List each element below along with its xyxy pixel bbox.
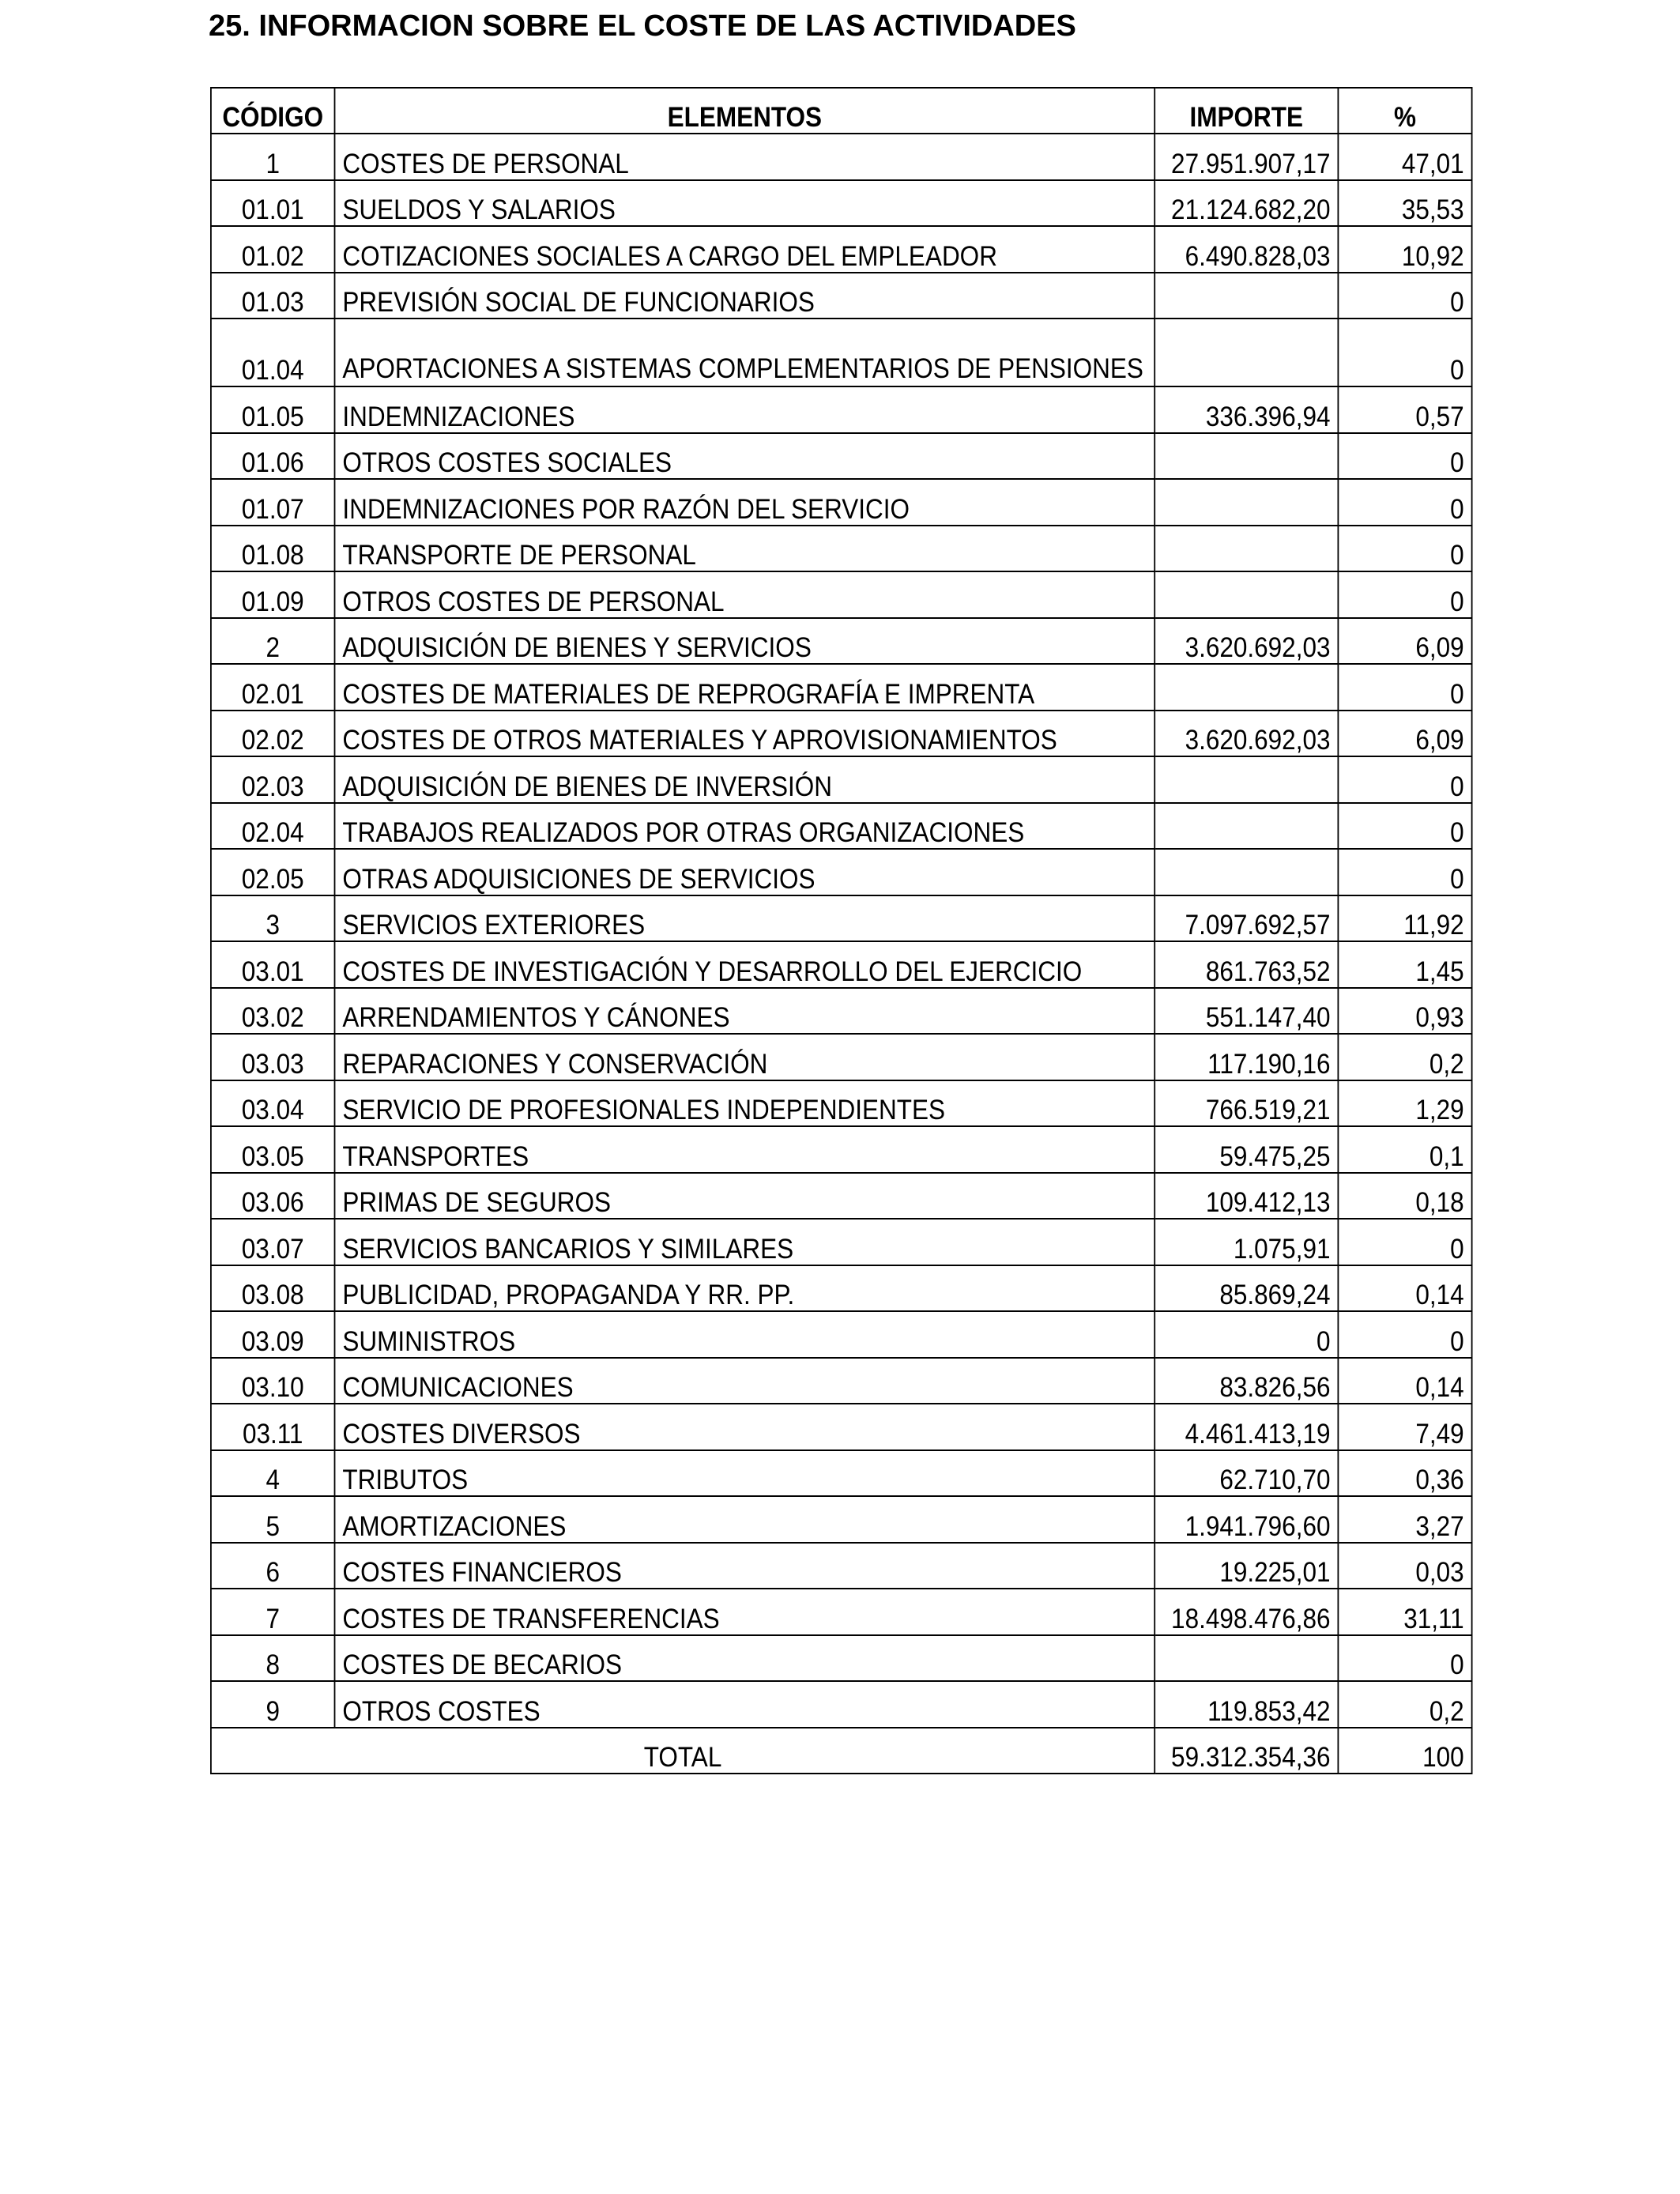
row-code: 8 xyxy=(211,1635,335,1682)
row-amount xyxy=(1155,571,1338,618)
column-header-percent: % xyxy=(1338,88,1471,134)
row-percent: 7,49 xyxy=(1338,1404,1471,1450)
row-amount xyxy=(1155,433,1338,480)
table-row xyxy=(211,988,1472,1035)
row-percent: 31,11 xyxy=(1338,1589,1471,1635)
row-code: 03.10 xyxy=(211,1358,335,1404)
row-percent: 0,03 xyxy=(1338,1543,1471,1589)
row-amount: 861.763,52 xyxy=(1155,941,1338,988)
table-row xyxy=(211,1126,1472,1173)
row-element: TRABAJOS REALIZADOS POR OTRAS ORGANIZACIONES xyxy=(335,803,1155,850)
row-amount: 551.147,40 xyxy=(1155,988,1338,1035)
table-row xyxy=(211,134,1472,180)
row-percent: 0 xyxy=(1338,526,1471,572)
row-code: 01.05 xyxy=(211,386,335,433)
row-code: 01.02 xyxy=(211,226,335,273)
row-element: REPARACIONES Y CONSERVACIÓN xyxy=(335,1034,1155,1080)
row-element: OTROS COSTES xyxy=(335,1681,1155,1728)
table-row xyxy=(211,479,1472,526)
table-row xyxy=(211,618,1472,665)
row-element: COSTES DE BECARIOS xyxy=(335,1635,1155,1682)
table-row xyxy=(211,433,1472,480)
row-amount: 117.190,16 xyxy=(1155,1034,1338,1080)
row-code: 01.03 xyxy=(211,273,335,319)
row-code: 9 xyxy=(211,1681,335,1728)
row-amount: 18.498.476,86 xyxy=(1155,1589,1338,1635)
table-row xyxy=(211,803,1472,850)
column-header-elements: ELEMENTOS xyxy=(335,88,1155,134)
row-code: 01.06 xyxy=(211,433,335,480)
row-element: TRANSPORTES xyxy=(335,1126,1155,1173)
total-row xyxy=(211,1728,1472,1774)
table-row xyxy=(211,1173,1472,1220)
row-amount: 1.075,91 xyxy=(1155,1219,1338,1265)
row-percent: 0 xyxy=(1338,1219,1471,1265)
row-element: ARRENDAMIENTOS Y CÁNONES xyxy=(335,988,1155,1035)
row-percent: 0 xyxy=(1338,664,1471,711)
row-code: 01.01 xyxy=(211,180,335,227)
row-code: 02.02 xyxy=(211,711,335,757)
row-element: ADQUISICIÓN DE BIENES DE INVERSIÓN xyxy=(335,756,1155,803)
row-code: 7 xyxy=(211,1589,335,1635)
row-percent: 10,92 xyxy=(1338,226,1471,273)
table-row xyxy=(211,180,1472,227)
table-row xyxy=(211,226,1472,273)
page-title: 25. INFORMACION SOBRE EL COSTE DE LAS ACTIVIDADES xyxy=(209,9,1076,43)
row-amount: 27.951.907,17 xyxy=(1155,134,1338,180)
row-code: 01.07 xyxy=(211,479,335,526)
row-percent: 0,57 xyxy=(1338,386,1471,433)
row-code: 02.03 xyxy=(211,756,335,803)
row-percent: 0 xyxy=(1338,756,1471,803)
row-amount xyxy=(1155,803,1338,850)
row-percent: 0,18 xyxy=(1338,1173,1471,1220)
row-amount: 6.490.828,03 xyxy=(1155,226,1338,273)
row-element: OTRAS ADQUISICIONES DE SERVICIOS xyxy=(335,849,1155,895)
table-row xyxy=(211,664,1472,711)
row-amount: 4.461.413,19 xyxy=(1155,1404,1338,1450)
row-percent: 0 xyxy=(1338,1311,1471,1358)
row-percent: 0 xyxy=(1338,433,1471,480)
row-element: APORTACIONES A SISTEMAS COMPLEMENTARIOS DE PENSIONES xyxy=(335,319,1155,386)
row-percent: 0,2 xyxy=(1338,1681,1471,1728)
row-element: COSTES DE TRANSFERENCIAS xyxy=(335,1589,1155,1635)
row-element: PRIMAS DE SEGUROS xyxy=(335,1173,1155,1220)
row-percent: 3,27 xyxy=(1338,1496,1471,1543)
row-code: 4 xyxy=(211,1450,335,1497)
row-amount: 119.853,42 xyxy=(1155,1681,1338,1728)
row-code: 03.08 xyxy=(211,1265,335,1312)
row-percent: 6,09 xyxy=(1338,618,1471,665)
row-code: 2 xyxy=(211,618,335,665)
row-percent: 11,92 xyxy=(1338,895,1471,942)
total-label: TOTAL xyxy=(211,1728,1155,1774)
table-row xyxy=(211,1589,1472,1635)
row-code: 01.08 xyxy=(211,526,335,572)
row-code: 02.01 xyxy=(211,664,335,711)
table-row xyxy=(211,273,1472,319)
table-row xyxy=(211,526,1472,572)
table-row xyxy=(211,1080,1472,1127)
row-code: 03.11 xyxy=(211,1404,335,1450)
row-element: SUMINISTROS xyxy=(335,1311,1155,1358)
row-percent: 0,14 xyxy=(1338,1265,1471,1312)
row-code: 03.05 xyxy=(211,1126,335,1173)
table-row xyxy=(211,1635,1472,1682)
row-element: PREVISIÓN SOCIAL DE FUNCIONARIOS xyxy=(335,273,1155,319)
table-row xyxy=(211,386,1472,433)
row-percent: 0 xyxy=(1338,803,1471,850)
row-element: OTROS COSTES SOCIALES xyxy=(335,433,1155,480)
row-element: INDEMNIZACIONES POR RAZÓN DEL SERVICIO xyxy=(335,479,1155,526)
row-percent: 0,36 xyxy=(1338,1450,1471,1497)
row-amount xyxy=(1155,664,1338,711)
row-percent: 35,53 xyxy=(1338,180,1471,227)
row-percent: 0 xyxy=(1338,479,1471,526)
table-row xyxy=(211,711,1472,757)
row-amount: 336.396,94 xyxy=(1155,386,1338,433)
table-row xyxy=(211,941,1472,988)
row-amount: 59.475,25 xyxy=(1155,1126,1338,1173)
row-element: INDEMNIZACIONES xyxy=(335,386,1155,433)
row-code: 6 xyxy=(211,1543,335,1589)
table-header-row xyxy=(211,88,1472,134)
row-element: COSTES DE PERSONAL xyxy=(335,134,1155,180)
row-element: PUBLICIDAD, PROPAGANDA Y RR. PP. xyxy=(335,1265,1155,1312)
table-row xyxy=(211,1543,1472,1589)
row-percent: 0 xyxy=(1338,319,1471,386)
table-row xyxy=(211,895,1472,942)
row-code: 01.09 xyxy=(211,571,335,618)
row-amount xyxy=(1155,849,1338,895)
table-row xyxy=(211,1450,1472,1497)
row-amount xyxy=(1155,526,1338,572)
row-amount: 21.124.682,20 xyxy=(1155,180,1338,227)
row-code: 02.05 xyxy=(211,849,335,895)
row-element: COSTES FINANCIEROS xyxy=(335,1543,1155,1589)
row-amount: 19.225,01 xyxy=(1155,1543,1338,1589)
row-code: 03.03 xyxy=(211,1034,335,1080)
row-percent: 0 xyxy=(1338,273,1471,319)
row-percent: 0 xyxy=(1338,1635,1471,1682)
row-amount: 0 xyxy=(1155,1311,1338,1358)
row-code: 03.06 xyxy=(211,1173,335,1220)
row-element: COMUNICACIONES xyxy=(335,1358,1155,1404)
table-row xyxy=(211,1358,1472,1404)
row-element: COSTES DE INVESTIGACIÓN Y DESARROLLO DEL EJERCICIO xyxy=(335,941,1155,988)
row-percent: 0 xyxy=(1338,571,1471,618)
table-row xyxy=(211,1681,1472,1728)
row-code: 03.04 xyxy=(211,1080,335,1127)
row-element: OTROS COSTES DE PERSONAL xyxy=(335,571,1155,618)
table-row xyxy=(211,1311,1472,1358)
row-percent: 1,29 xyxy=(1338,1080,1471,1127)
table-row xyxy=(211,571,1472,618)
row-code: 01.04 xyxy=(211,319,335,386)
row-amount xyxy=(1155,479,1338,526)
table-body xyxy=(211,134,1472,1728)
table-row xyxy=(211,1219,1472,1265)
row-code: 03.02 xyxy=(211,988,335,1035)
row-element: ADQUISICIÓN DE BIENES Y SERVICIOS xyxy=(335,618,1155,665)
row-percent: 0,93 xyxy=(1338,988,1471,1035)
table-row xyxy=(211,1034,1472,1080)
row-amount: 1.941.796,60 xyxy=(1155,1496,1338,1543)
row-percent: 47,01 xyxy=(1338,134,1471,180)
cost-table xyxy=(210,87,1473,1774)
row-percent: 0,14 xyxy=(1338,1358,1471,1404)
row-element: COSTES DIVERSOS xyxy=(335,1404,1155,1450)
row-amount: 62.710,70 xyxy=(1155,1450,1338,1497)
row-percent: 0 xyxy=(1338,849,1471,895)
row-code: 02.04 xyxy=(211,803,335,850)
table-row xyxy=(211,1404,1472,1450)
row-element: TRIBUTOS xyxy=(335,1450,1155,1497)
row-amount: 3.620.692,03 xyxy=(1155,711,1338,757)
row-amount: 83.826,56 xyxy=(1155,1358,1338,1404)
row-amount xyxy=(1155,756,1338,803)
table-row xyxy=(211,1496,1472,1543)
row-amount xyxy=(1155,1635,1338,1682)
row-code: 3 xyxy=(211,895,335,942)
total-percent: 100 xyxy=(1338,1728,1471,1774)
row-code: 03.01 xyxy=(211,941,335,988)
row-element: AMORTIZACIONES xyxy=(335,1496,1155,1543)
table-row xyxy=(211,1265,1472,1312)
row-percent: 6,09 xyxy=(1338,711,1471,757)
row-element: COSTES DE OTROS MATERIALES Y APROVISIONAMIENTOS xyxy=(335,711,1155,757)
row-element: TRANSPORTE DE PERSONAL xyxy=(335,526,1155,572)
row-code: 5 xyxy=(211,1496,335,1543)
row-amount xyxy=(1155,319,1338,386)
table-row xyxy=(211,756,1472,803)
row-amount: 3.620.692,03 xyxy=(1155,618,1338,665)
row-code: 03.07 xyxy=(211,1219,335,1265)
row-element: SERVICIOS BANCARIOS Y SIMILARES xyxy=(335,1219,1155,1265)
row-code: 1 xyxy=(211,134,335,180)
column-header-amount: IMPORTE xyxy=(1155,88,1338,134)
table-row xyxy=(211,319,1472,386)
row-percent: 0,2 xyxy=(1338,1034,1471,1080)
row-percent: 1,45 xyxy=(1338,941,1471,988)
row-element: COTIZACIONES SOCIALES A CARGO DEL EMPLEADOR xyxy=(335,226,1155,273)
row-amount xyxy=(1155,273,1338,319)
column-header-code: CÓDIGO xyxy=(211,88,335,134)
row-amount: 85.869,24 xyxy=(1155,1265,1338,1312)
row-element: SUELDOS Y SALARIOS xyxy=(335,180,1155,227)
row-element: SERVICIO DE PROFESIONALES INDEPENDIENTES xyxy=(335,1080,1155,1127)
row-code: 03.09 xyxy=(211,1311,335,1358)
row-amount: 109.412,13 xyxy=(1155,1173,1338,1220)
table-row xyxy=(211,849,1472,895)
total-amount: 59.312.354,36 xyxy=(1155,1728,1338,1774)
row-element: SERVICIOS EXTERIORES xyxy=(335,895,1155,942)
row-amount: 766.519,21 xyxy=(1155,1080,1338,1127)
row-percent: 0,1 xyxy=(1338,1126,1471,1173)
row-element: COSTES DE MATERIALES DE REPROGRAFÍA E IMPRENTA xyxy=(335,664,1155,711)
row-amount: 7.097.692,57 xyxy=(1155,895,1338,942)
